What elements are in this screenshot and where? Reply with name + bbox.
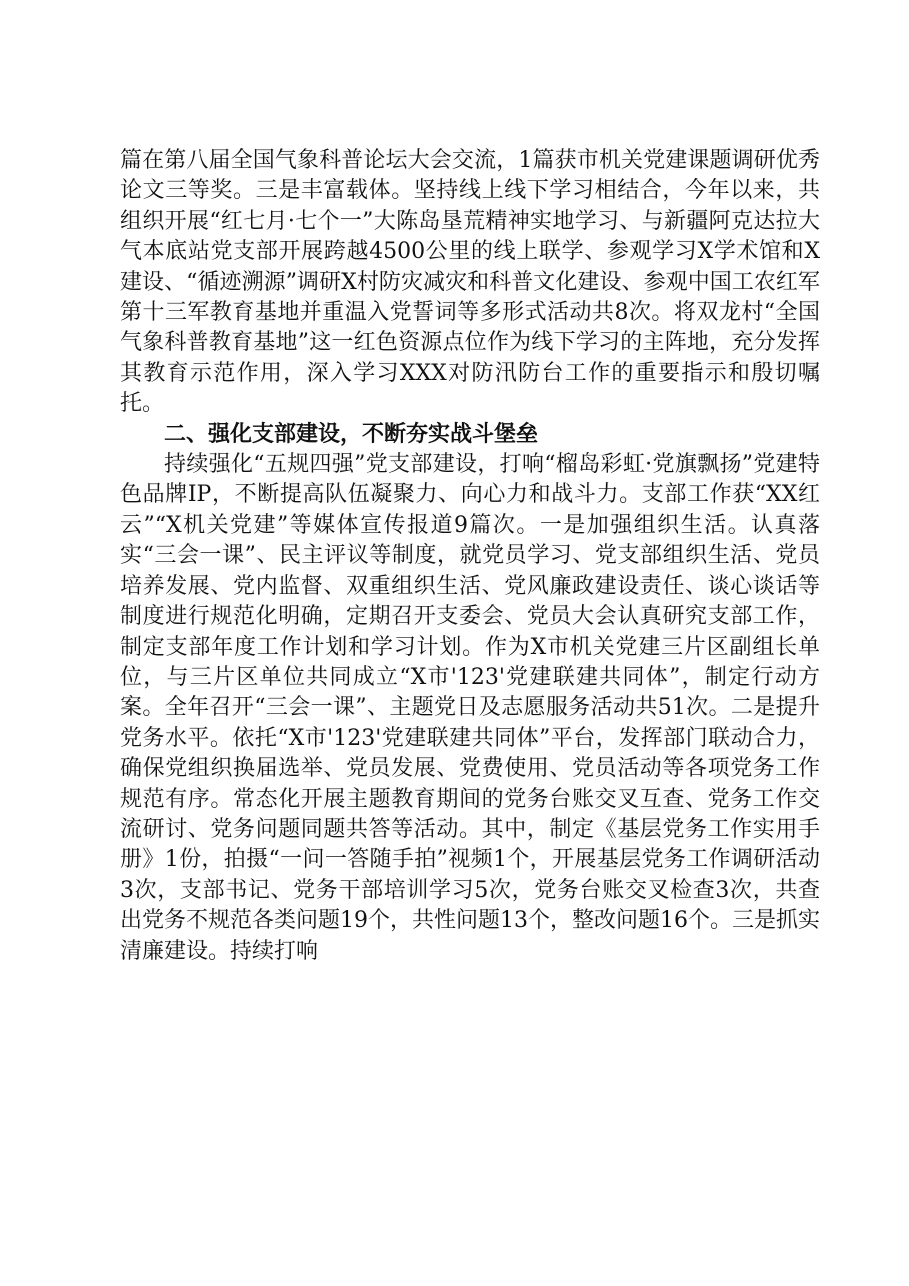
paragraph-continuation: 篇在第八届全国气象科普论坛大会交流，1篇获市机关党建课题调研优秀论文三等奖。三是丰富载体。坚持线上线下学习相结合，今年以来，共组织开展“红七月·七个一”大陈岛垦荒精神实地学习、与新疆阿克达拉大气本底站党支部开展跨越4500公里的线上联学、参观学习X学术馆和X建设、“循迹溯源”调研X村防灾减灾和科普文化建设、参观中国工农红军第十三军教育基地并重温入党誓词等多形式活动共8次。将双龙村“全国气象科普教育基地”这一红色资源点位作为线下学习的主阵地，充分发挥其教育示范作用，深入学习XXX对防汛防台工作的重要指示和殷切嘱托。 (120, 148, 820, 417)
document-body (120, 146, 820, 967)
section-heading: 二、强化支部建设，不断夯实战斗堡垒 (164, 421, 539, 447)
paragraph-section-2: 持续强化“五规四强”党支部建设，打响“榴岛彩虹·党旗飘扬”党建特色品牌IP，不断提高队伍凝聚力、向心力和战斗力。支部工作获“XX红云”“X机关党建”等媒体宣传报道9篇次。一是加强组织生活。认真落实“三会一课”、民主评议等制度，就党员学习、党支部组织生活、党员培养发展、党内监督、双重组织生活、党风廉政建设责任、谈心谈话等制度进行规范化明确，定期召开支委会、党员大会认真研究支部工作，制定支部年度工作计划和学习计划。作为X市机关党建三片区副组长单位，与三片区单位共同成立“X市'123'党建联建共同体”，制定行动方案。全年召开“三会一课”、主题党日及志愿服务活动共51次。二是提升党务水平。依托“X市'123'党建联建共同体”平台，发挥部门联动合力，确保党组织换届选举、党员发展、党费使用、党员活动等各项党务工作规范有序。常态化开展主题教育期间的党务台账交叉互查、党务工作交流研讨、党务问题同题共答等活动。其中，制定《基层党务工作实用手册》1份，拍摄“一问一答随手拍”视频1个，开展基层党务工作调研活动3次，支部书记、党务干部培训学习5次，党务台账交叉检查3次，共查出党务不规范各类问题19个，共性问题13个，整改问题16个。三是抓实清廉建设。持续打响 (120, 452, 820, 964)
